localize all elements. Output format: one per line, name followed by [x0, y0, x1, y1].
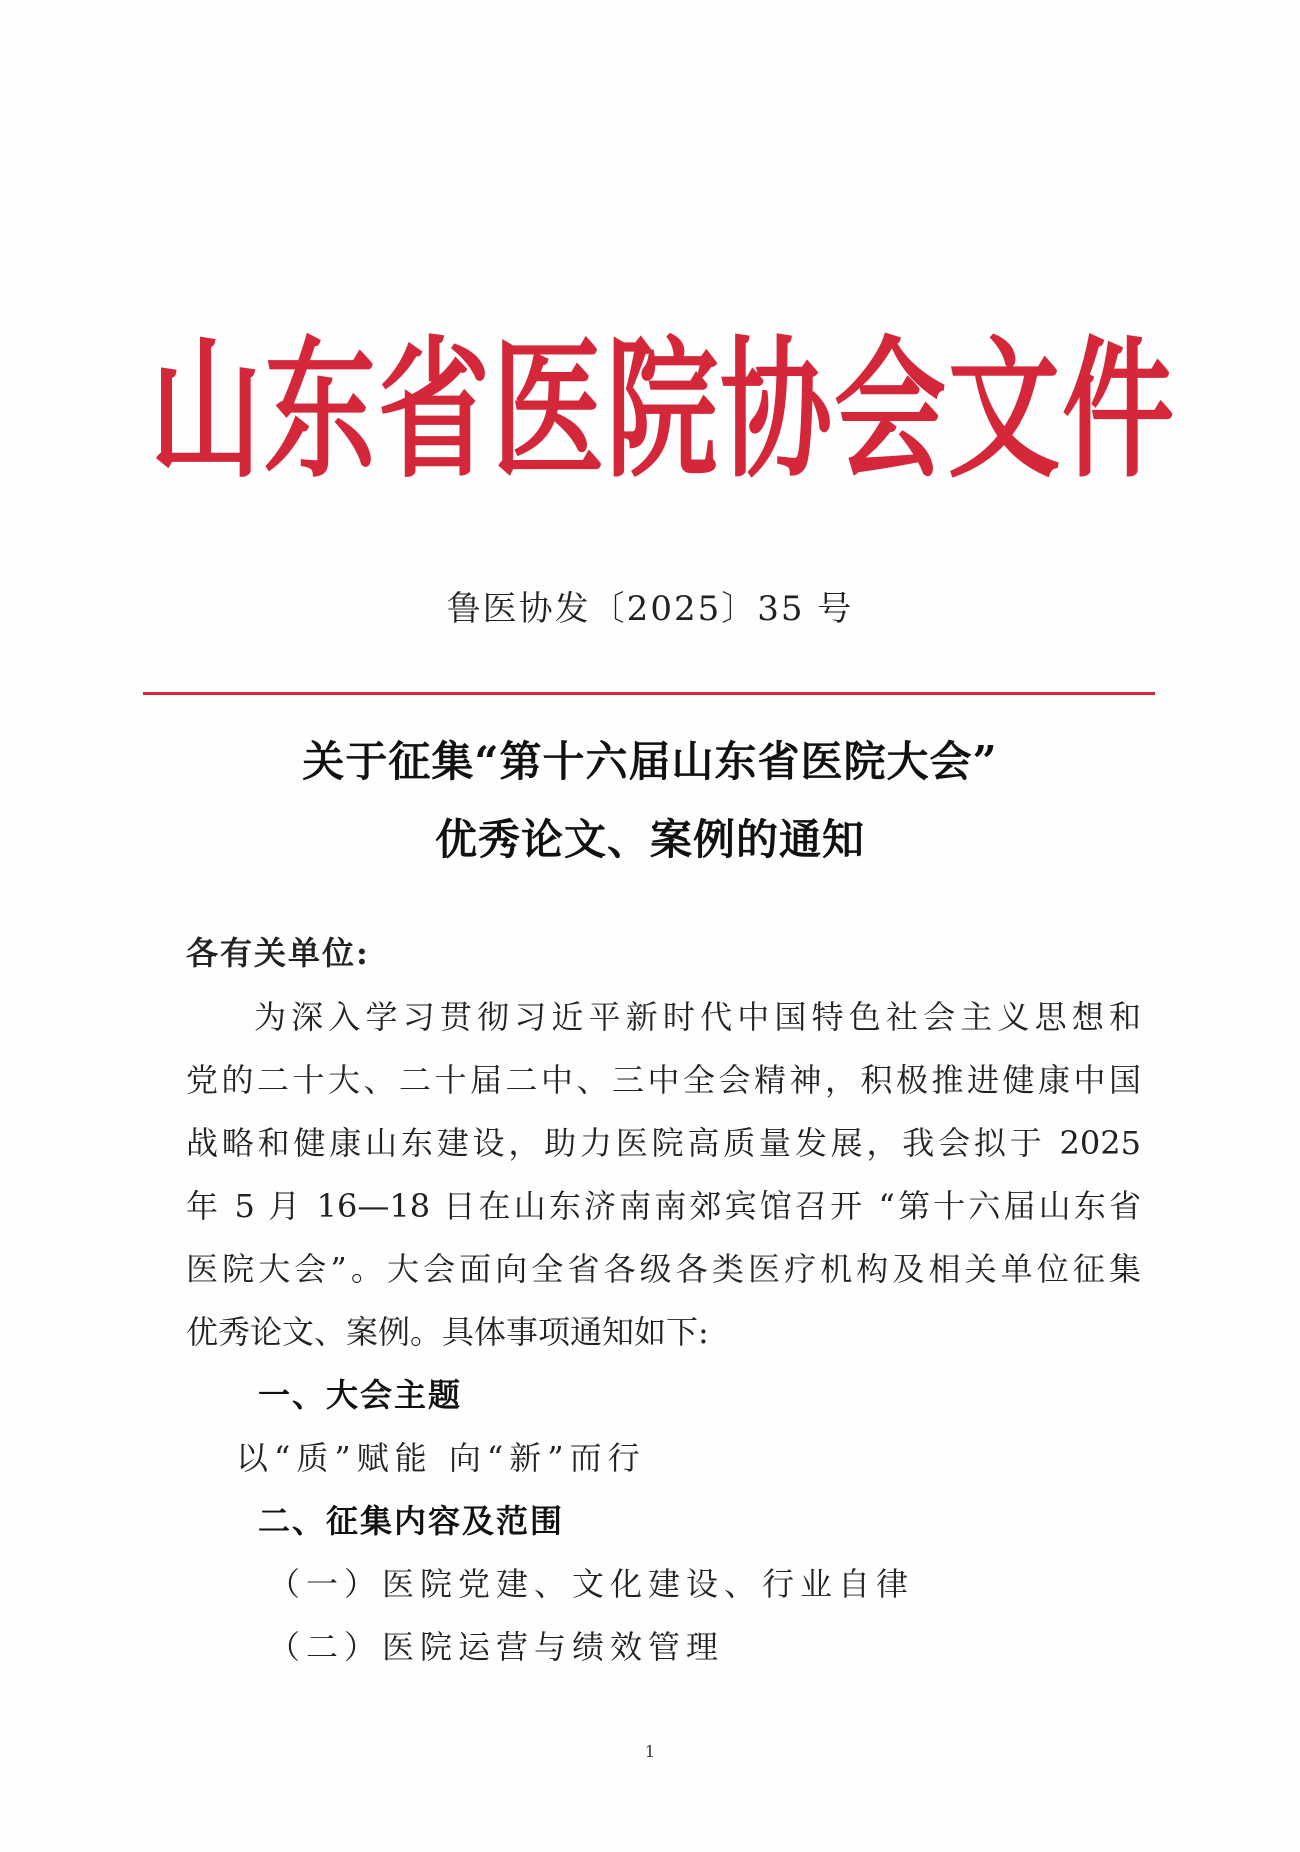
notice-title-line-1: 关于征集“第十六届山东省医院大会”: [302, 737, 998, 786]
document-number: 鲁医协发〔2025〕35 号: [446, 589, 854, 629]
intro-line-3: 战略和健康山东建设，助力医院高质量发展，我会拟于 2025: [186, 1124, 1141, 1162]
page-number: 1: [644, 1742, 656, 1761]
section-2-heading: 二、征集内容及范围: [258, 1502, 565, 1540]
salutation: 各有关单位:: [186, 934, 370, 972]
conference-theme: 以“质”赋能 向“新”而行: [236, 1439, 646, 1477]
section-2-item-1: （一）医院党建、文化建设、行业自律: [268, 1565, 915, 1603]
intro-line-4: 年 5 月 16—18 日在山东济南南郊宾馆召开 “第十六届山东省: [186, 1187, 1141, 1225]
masthead-title: 山东省医院协会文件: [150, 323, 1176, 499]
intro-line-6: 优秀论文、案例。具体事项通知如下:: [186, 1313, 709, 1351]
red-divider-line: [143, 692, 1155, 695]
intro-line-5: 医院大会”。大会面向全省各级各类医疗机构及相关单位征集: [186, 1250, 1141, 1288]
section-1-heading: 一、大会主题: [258, 1376, 463, 1414]
section-2-item-2: （二）医院运营与绩效管理: [268, 1628, 725, 1666]
intro-line-2: 党的二十大、二十届二中、三中全会精神，积极推进健康中国: [186, 1061, 1141, 1099]
notice-title-line-2: 优秀论文、案例的通知: [434, 815, 865, 864]
intro-line-1: 为深入学习贯彻习近平新时代中国特色社会主义思想和: [254, 998, 1141, 1036]
